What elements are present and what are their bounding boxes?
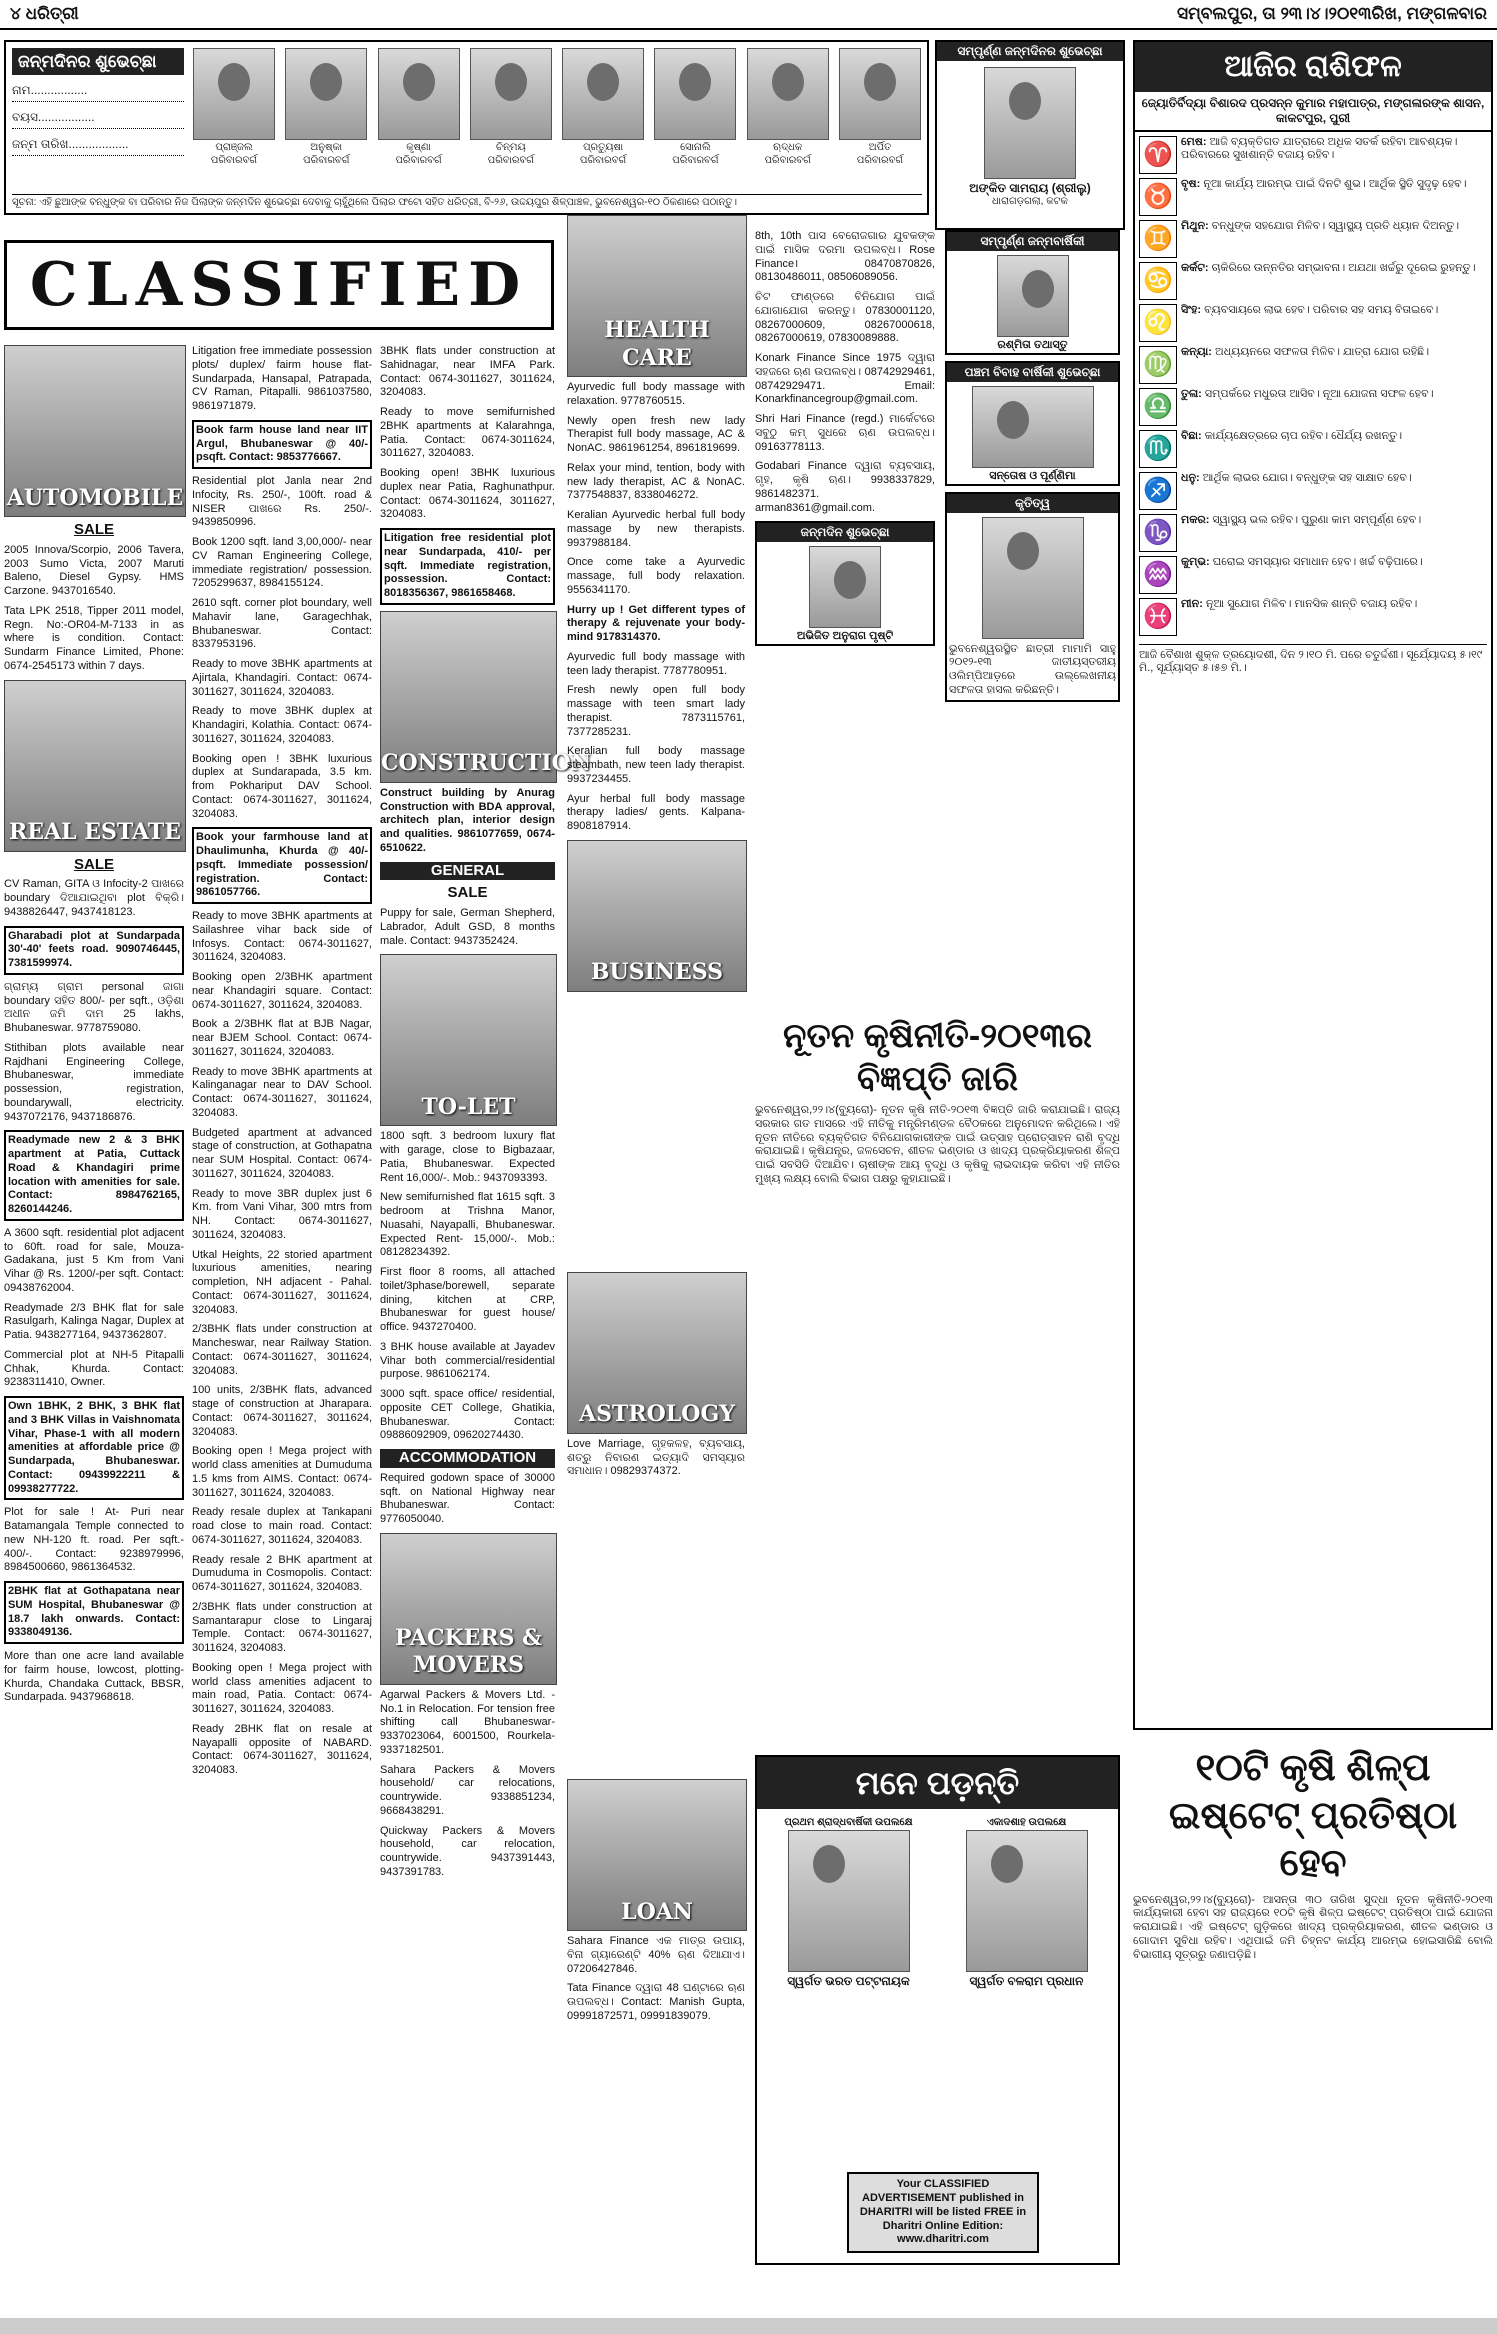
libra-icon: ♎ — [1139, 388, 1177, 426]
dateline: ସମ୍ବଲପୁର, ତା ୨୩।୪।୨୦୧୩ରିଖ, ମଙ୍ଗଳବାର — [1176, 4, 1487, 24]
sign-libra — [1139, 388, 1487, 426]
obituary-section — [755, 1755, 1120, 2265]
ad: Tata LPK 2518, Tipper 2011 model, Regn. No:-OR04-M-7133 in as where is condition. Contact: Sundarm Finance Limited, Phone: 0674-2545173 within 7 days. — [4, 604, 184, 672]
achievement-title: କୃତିତ୍ୱ — [947, 494, 1118, 513]
ad: Sahara Finance ଏକ ମାତ୍ର ଉପାୟ, ବିନା ଗ୍ୟାରେଣ୍ଟି 40% ଋଣ ଦିଆଯାଏ। 07206427846. — [567, 1935, 745, 1975]
ad: 2/3BHK flats under construction at Samantarapur close to Lingaraj Temple. Contact: 0674-3011627, 3011624, 3204083. — [192, 1600, 372, 1654]
ad: 3000 sqft. space office/ residential, opposite CET College, Ghatikia, Bhubaneswar. Contact: 09886092909, 09620274430. — [380, 1388, 555, 1442]
kid-name: ପ୍ରତ୍ୟୁଷା — [583, 142, 624, 153]
kid-photo — [378, 48, 460, 140]
ad: Construct building by Anurag Construction with BDA approval, architech plan, interior design and qualities. 9861077659, 0674-6510622. — [380, 786, 555, 854]
sign-text: କାର୍ଯ୍ୟକ୍ଷେତ୍ରରେ ଚାପ ରହିବ। ଧୈର୍ଯ୍ୟ ରଖନ୍ତୁ। — [1204, 429, 1403, 442]
news-body: ଭୁବନେଶ୍ୱର,୨୨।୪(ବ୍ୟୁରୋ)- ନୂତନ କୃଷି ନୀତି-୨୦୧୩ ବିଜ୍ଞପ୍ତି ଜାରି କରାଯାଇଛି। ରାଜ୍ୟ ସରକାର ଗତ ମାସରେ ଏହି ନୀତିକୁ ମନ୍ତ୍ରିମଣ୍ଡଳ ବୈଠକରେ ଅନୁମୋଦନ କରିଥିଲେ। ଏହି ନୂତନ ନୀତିରେ ବ୍ୟକ୍ତିଗତ ବିନିଯୋଗକାରୀଙ୍କ ପାଇଁ ଉତ୍ସାହ ପ୍ରୋତ୍ସାହନ ରାଶି ବୃଦ୍ଧି କରାଯାଇଛି। କୃଷିଯନ୍ତ୍ର, ଜଳସେଚନ, ଶୀତଳ ଭଣ୍ଡାର ଓ ଖାଦ୍ୟ ପ୍ରକ୍ରିୟାକରଣ ଶିଳ୍ପ ପାଇଁ ସବସିଡି ଦିଆଯିବ। ଚାଷୀଙ୍କ ଆୟ ବୃଦ୍ଧି ଓ କୃଷିକୁ ଲାଭଦାୟକ କରିବା ଏହି ନୀତିର ମୁଖ୍ୟ ଲକ୍ଷ୍ୟ ବୋଲି ବିଭାଗ ପକ୍ଷରୁ କୁହାଯାଇଛି। — [755, 1104, 1120, 1185]
anniversary-title: ସମ୍ପୃର୍ଣ୍ଣ ଜନ୍ମବାର୍ଷିକୀ — [947, 232, 1118, 251]
sign-name: ବୃଷ: — [1181, 177, 1201, 190]
sign-name: ମୀନ: — [1181, 597, 1203, 610]
featured-name: ଅଙ୍କିତ ସାମରାୟ (ଶ୍ରୀଲୁ) — [969, 181, 1091, 195]
anniversary-box — [945, 230, 1120, 355]
panjika-footer: ଆଜି ବୈଶାଖ ଶୁକ୍ଳ ତ୍ରୟୋଦଶୀ, ଦିନ ୨।୧୦ ମି. ପରେ ଚତୁର୍ଦ୍ଦଶୀ। ସୂର୍ଯ୍ୟୋଦୟ ୫।୧୯ ମି., ସୂର୍ଯ୍ୟାସ୍ତ ୫।୫୭ ମି.। — [1139, 644, 1487, 677]
kid-name: ଚିନ୍ମୟ — [495, 142, 526, 153]
kid-photo — [562, 48, 644, 140]
krushi-body: ଭୁବନେଶ୍ୱର,୨୨।୪(ବ୍ୟୁରୋ)- ଆସନ୍ତା ୩୦ ତାରିଖ ସୁଦ୍ଧା ନୂତନ କୃଷିନୀତି-୨୦୧୩ କାର୍ଯ୍ୟକାରୀ ହେବା ସହ ରାଜ୍ୟରେ ୧୦ଟି କୃଷି ଶିଳ୍ପ ଇଷ୍ଟେଟ୍ ପ୍ରତିଷ୍ଠା ପାଇଁ ଯୋଜନା କରାଯାଇଛି। ଏହି ଇଷ୍ଟେଟ୍ ଗୁଡ଼ିକରେ ଖାଦ୍ୟ ପ୍ରକ୍ରିୟାକରଣ, ଶୀତଳ ଭଣ୍ଡାର ଓ ଗୋଦାମ ସୁବିଧା ରହିବ। ଏଥିପାଇଁ ଜମି ଚିହ୍ନଟ କାର୍ଯ୍ୟ ଆରମ୍ଭ ହୋଇସାରିଛି ବୋଲି ବିଭାଗୀୟ ସୂତ୍ରରୁ ଜଣାପଡ଼ିଛି। — [1133, 1893, 1493, 1961]
kid-from: ପରିବାରବର୍ଗ — [580, 154, 627, 166]
sign-text: ନୂଆ କାର୍ଯ୍ୟ ଆରମ୍ଭ ପାଇଁ ଦିନଟି ଶୁଭ। ଆର୍ଥିକ ସ୍ଥିତି ସୁଦୃଢ଼ ହେବ। — [1203, 177, 1467, 190]
ad: Plot for sale ! At- Puri near Batamangala Temple connected to new NH-120 ft. road. Per sqft.- 400/-. Contact: 9238979996, 8984500660, 9861364532. — [4, 1506, 184, 1574]
kid-from: ପରିବାରବର୍ଗ — [764, 154, 811, 166]
sign-name: ଧନୁ: — [1181, 471, 1200, 484]
bday2-name: ଅଭିଜିତ ଅନୁରାଗ ପୃଷ୍ଟି — [796, 630, 894, 643]
sign-text: ଘରୋଇ ସମସ୍ୟାର ସମାଧାନ ହେବ। ଖର୍ଚ୍ଚ ବଢ଼ିପାରେ। — [1212, 555, 1423, 568]
kid-name: ସୋନାଲି — [680, 142, 711, 153]
obituary-right-photo — [966, 1830, 1088, 1972]
scorpio-icon: ♏ — [1139, 430, 1177, 468]
kid-from: ପରିବାରବର୍ଗ — [395, 154, 442, 166]
sign-name: ସିଂହ: — [1181, 303, 1202, 316]
wedding-name: ସନ୍ତୋଷ ଓ ପୂର୍ଣ୍ଣିମା — [989, 469, 1076, 482]
sign-scorpio — [1139, 430, 1487, 468]
birthday-kids — [192, 48, 922, 167]
sign-name: ବିଛା: — [1181, 429, 1202, 442]
bday2-photo — [809, 546, 881, 628]
sign-text: ଅଧ୍ୟୟନରେ ସଫଳତା ମିଳିବ। ଯାତ୍ରା ଯୋଗ ରହିଛି। — [1215, 345, 1430, 358]
column-1 — [4, 345, 184, 1711]
business-image — [567, 840, 747, 992]
sign-capricorn — [1139, 514, 1487, 552]
krushi-article — [1133, 1745, 1493, 1962]
kid-card — [838, 48, 922, 167]
classified-online-notice: Your CLASSIFIED ADVERTISEMENT published in DHARITRI will be listed FREE in Dharitri Online Edition: www.dharitri.com — [847, 2172, 1039, 2253]
form-dob: ଜନ୍ମ ତାରିଖ.................. — [12, 137, 184, 156]
ad: Ready resale 2 BHK apartment at Dumuduma in Cosmopolis. Contact: 0674-3011627, 3011624, 3204083. — [192, 1553, 372, 1593]
ad: Ready to move 3BHK apartments at Ajirtala, Khandagiri. Contact: 0674-3011627, 3011624, 3204083. — [192, 658, 372, 698]
accommodation-heading: ACCOMMODATION — [380, 1449, 555, 1468]
to-let-label: TO-LET — [421, 1093, 516, 1120]
featured-birthday-title: ସମ୍ପୃର୍ଣ୍ଣ ଜନ୍ମଦିନର ଶୁଭେଚ୍ଛା — [937, 42, 1123, 61]
news-headline: ନୂତନ କୃଷିନୀତି-୨୦୧୩ର ବିଜ୍ଞପ୍ତି ଜାରି — [783, 1017, 1092, 1098]
ad: Book 1200 sqft. land 3,00,000/- near CV Raman Engineering College, immediate registration/ possession. 7205299637, 8984155124. — [192, 536, 372, 590]
ad: New semifurnished flat 1615 sqft. 3 bedroom at Trishna Manor, Nuasahi, Nayapalli, Bhubaneswar. Expected Rent- 15,000/-. Mob.: 08128234392. — [380, 1191, 555, 1259]
column-3 — [380, 345, 591, 1886]
ad: ଗ୍ରାମ୍ୟ ଗ୍ରାମ personal ଜାଗା boundary ସହିତ 800/- per sqft., ଓଡ଼ିଶା ଅଧୀନ ଜମି ଦାମ 25 lakhs, Bhubaneswar. 9778759080. — [4, 980, 184, 1034]
cancer-icon: ♋ — [1139, 262, 1177, 300]
sign-name: କନ୍ୟା: — [1181, 345, 1212, 358]
obituary-left-label: ପ୍ରଥମ ଶ୍ରାଦ୍ଧବାର୍ଷିକୀ ଉପଲକ୍ଷେ — [784, 1817, 913, 1828]
ad: Required godown space of 30000 sqft. on National Highway near Bhubaneswar. Contact: 9776050040. — [380, 1471, 555, 1525]
kid-card — [653, 48, 737, 167]
ad: More than one acre land available for fairm house, lowcost, plotting- Khurda, Chandaka Cuttack, BBSR, Sundarpada. 9437968618. — [4, 1650, 184, 1704]
sign-taurus — [1139, 178, 1487, 216]
health-care-label: HEALTH CARE — [604, 317, 710, 371]
kid-card — [746, 48, 830, 167]
sign-text: ଚାକିରିରେ ଉନ୍ନତିର ସମ୍ଭାବନା। ଅଯଥା ଖର୍ଚ୍ଚରୁ ଦୂରେଇ ରୁହନ୍ତୁ। — [1211, 261, 1476, 274]
ad: Commercial plot at NH-5 Pitapalli Chhak, Khurda. Contact: 9238311410, Owner. — [4, 1348, 184, 1389]
birthday-strip — [4, 40, 929, 215]
wedding-title: ପଞ୍ଚମ ବିବାହ ବାର୍ଷିକୀ ଶୁଭେଚ୍ଛା — [947, 363, 1118, 382]
page-footer-bar — [0, 2318, 1497, 2334]
ad: A 3600 sqft. residential plot adjacent to 60ft. road for sale, Mouza-Gadakana, just 5 Km from Vani Vihar @ Rs. 1200/-per sqft. Contact: 09438762004. — [4, 1226, 184, 1294]
page-number: ୪ ଧରିତ୍ରୀ — [10, 4, 79, 24]
sign-aries — [1139, 136, 1487, 174]
sagittarius-icon: ♐ — [1139, 472, 1177, 510]
kid-card — [284, 48, 368, 167]
sign-aquarius — [1139, 556, 1487, 594]
column-5 — [755, 230, 1120, 702]
ad: Ayur herbal full body massage therapy ladies/ gents. Kalpana- 8908187914. — [567, 792, 745, 832]
kid-card — [561, 48, 645, 167]
sign-name: ମେଷ: — [1181, 135, 1207, 148]
birthday-note: ସୂଚନା: ଏହି ଛୁଆଙ୍କ ବନ୍ଧୁଙ୍କ ବା ପରିବାର ନିଜ ପିଲାଙ୍କ ଜନ୍ମଦିନ ଶୁଭେଚ୍ଛା ଦେବାକୁ ଚାହୁଁଥିଲେ ପିଲାର ଫଟୋ ସହିତ ଧରିତ୍ରୀ, ବି-୨୬, ଉଦ୍ଦୟପୁର ଶିଳ୍ପାଞ୍ଚଳ, ଭୁବନେଶ୍ୱର-୧୦ ଠିକଣାରେ ପଠାନ୍ତୁ। — [12, 194, 922, 210]
horoscope-title: ଆଜିର ରାଶିଫଳ — [1135, 42, 1491, 92]
form-age: ବୟସ................. — [12, 110, 184, 129]
obituary-left — [761, 1817, 936, 1989]
loan-label: LOAN — [621, 1898, 693, 1925]
ad: Love Marriage, ଗୃହକଳହ, ବ୍ୟବସାୟ, ଶତ୍ରୁ ନିବାରଣ ଇତ୍ୟାଦି ସମସ୍ୟାର ସମାଧାନ। 09829374372. — [567, 1437, 745, 1478]
ad: Keralian Ayurvedic herbal full body massage by new therapists. 9937988184. — [567, 509, 745, 549]
ad: Once come take a Ayurvedic massage, full body relaxation. 9556341170. — [567, 556, 745, 596]
ad: 2/3BHK flats under construction at Mancheswar, near Railway Station. Contact: 0674-3011627, 3011624, 3204083. — [192, 1323, 372, 1377]
ad: Konark Finance Since 1975 ଦ୍ୱାରା ସହଜରେ ଋଣ ଉପଲବ୍ଧ। 08742929461, 08742929471. Email: Konarkfinancegroup@gmail.com. — [755, 352, 935, 406]
kid-photo — [654, 48, 736, 140]
column-2 — [192, 345, 372, 1784]
ad: Ready to move semifurnished 2BHK apartments at Kalarahnga, Patia. Contact: 0674-3011624, 3011627, 3204083. — [380, 406, 555, 460]
classified-banner: CLASSIFIED — [4, 240, 554, 330]
ad: Godabari Finance ଦ୍ୱାରା ବ୍ୟବସାୟ, ଗୃହ, କୃଷି ଋଣ। 9938337829, 9861482371. arman8361@gmail.com. — [755, 460, 935, 514]
ad: Litigation free residential plot near Sundarpada, 410/- per sqft. Immediate registration, possession. Contact: 8018356367, 9861658468. — [380, 528, 555, 605]
sign-virgo — [1139, 346, 1487, 384]
kid-from: ପରିବାରବର୍ଗ — [487, 154, 534, 166]
sign-gemini — [1139, 220, 1487, 258]
ad: 100 units, 2/3BHK flats, advanced stage of construction at Jharapara. Contact: 0674-3011627, 3011624, 3204083. — [192, 1384, 372, 1438]
featured-place: ଧାରାଗଡ଼ଗଲା, କଟକ — [992, 196, 1068, 207]
pisces-icon: ♓ — [1139, 598, 1177, 636]
ad: 3BHK flats under construction at Sahidnagar, near IMFA Park. Contact: 0674-3011627, 3011624, 3204083. — [380, 345, 555, 399]
sign-text: ବନ୍ଧୁଙ୍କ ସହଯୋଗ ମିଳିବ। ସ୍ୱାସ୍ଥ୍ୟ ପ୍ରତି ଧ୍ୟାନ ଦିଅନ୍ତୁ। — [1211, 219, 1460, 232]
ad: Keralian full body massage steambath, new teen lady therapist. 9937234455. — [567, 745, 745, 785]
ad: Ready to move 3BR duplex just 6 Km. from Vani Vihar, 300 mtrs from NH. Contact: 0674-3011627, 3011624, 3204083. — [192, 1187, 372, 1241]
taurus-icon: ♉ — [1139, 178, 1177, 216]
obituary-right-name: ସ୍ୱର୍ଗତ ବଳରାମ ପ୍ରଧାନ — [969, 1973, 1084, 1988]
wedding-box — [945, 361, 1120, 486]
sign-text: ସମ୍ପର୍କରେ ମଧୁରତା ଆସିବ। ନୂଆ ଯୋଜନା ସଫଳ ହେବ। — [1204, 387, 1434, 400]
ad: Litigation free immediate possession plots/ duplex/ fairm house flat- Sundarpada, Hansapal, Patrapada, CV Raman, Pitapalli. 9861037580, 9861971879. — [192, 345, 372, 412]
birthday-title: ଜନ୍ମଦିନର ଶୁଭେଚ୍ଛା — [12, 48, 184, 75]
real-estate-label: REAL ESTATE — [8, 819, 182, 845]
news-article — [755, 1015, 1120, 1187]
ad: 2005 Innova/Scorpio, 2006 Tavera, 2003 Sumo Victa, 2007 Maruti Baleno, Diesel Gypsy. HMS Carzone. 9437016540. — [4, 543, 184, 597]
obituary-left-name: ସ୍ୱର୍ଗତ ଭରତ ପଟ୍ଟନାୟକ — [787, 1973, 910, 1988]
packers-image — [380, 1533, 557, 1685]
automobile-image — [4, 345, 186, 517]
anniversary-photo — [997, 255, 1069, 337]
krushi-headline: ୧୦ଟି କୃଷି ଶିଳ୍ପ ଇଷ୍ଟେଟ୍ ପ୍ରତିଷ୍ଠା ହେବ — [1168, 1747, 1458, 1884]
astrology-label: ASTROLOGY — [579, 1401, 735, 1428]
ad: Gharabadi plot at Sundarpada 30'-40' feets road. 9090746445, 7381599974. — [4, 926, 184, 975]
ad: Readymade new 2 & 3 BHK apartment at Patia, Cuttack Road & Khandagiri prime location with amenities for sale. Contact: 8984762165, 8260144246. — [4, 1130, 184, 1221]
achievement-text: ଭୁବନେଶ୍ୱରସ୍ଥିତ ଛାତ୍ରୀ ମାମାମି ସାହୁ ୨୦୧୨-୧୩ ଜାତୀୟସ୍ତରୀୟ ଓଲିମ୍ପିଆଡ଼ରେ ଉଲ୍ଲେଖନୀୟ ସଫଳତା ହାସଲ କରିଛନ୍ତି। — [949, 642, 1116, 696]
kid-card — [469, 48, 553, 167]
real-estate-image — [4, 680, 186, 852]
ad: Ready 2BHK flat on resale at Nayapalli opposite of NABARD. Contact: 0674-3011627, 3011624, 3204083. — [192, 1722, 372, 1776]
sign-text: ସ୍ୱାସ୍ଥ୍ୟ ଭଲ ରହିବ। ପୁରୁଣା କାମ ସମ୍ପୂର୍ଣ୍ଣ ହେବ। — [1212, 513, 1422, 526]
sign-name: ମକର: — [1181, 513, 1210, 526]
kid-from: ପରିବାରବର୍ଗ — [672, 154, 719, 166]
sign-text: ଆର୍ଥିକ ଲାଭର ଯୋଗ। ବନ୍ଧୁଙ୍କ ସହ ସାକ୍ଷାତ ହେବ। — [1202, 471, 1412, 484]
anniversary-name: ରଶ୍ମିତା ତଥାସ୍ତୁ — [997, 339, 1068, 351]
kid-photo — [747, 48, 829, 140]
sale-heading: SALE — [73, 521, 114, 538]
ad: Booking open ! Mega project with world class amenities adjacent to main road, Patia. Contact: 0674-3011627, 3011624, 3204083. — [192, 1661, 372, 1715]
kid-name: କୃଷ୍ଣା — [406, 142, 431, 153]
birthday-form — [12, 48, 184, 156]
ad: ଚିଟ ଫାଣ୍ଡରେ ବିନିଯୋଗ ପାଇଁ ଯୋଗାଯୋଗ କରନ୍ତୁ। 07830001120, 08267000609, 08267000618, 08267000619, 07830089888. — [755, 291, 935, 345]
ad: Utkal Heights, 22 storied apartment luxurious amenities, nearing completion, NH adjacent - Pahal. Contact: 0674-3011627, 3011624, 3204083. — [192, 1248, 372, 1316]
sign-text: ନୂଆ ସୁଯୋଗ ମିଳିବ। ମାନସିକ ଶାନ୍ତି ବଜାୟ ରହିବ। — [1205, 597, 1418, 610]
obituary-right-label: ଏକାଦଶାହ ଉପଲକ୍ଷେ — [986, 1817, 1067, 1828]
sale-heading: SALE — [447, 884, 488, 902]
ad: Shri Hari Finance (regd.) ମାର୍କେଟରେ ସବୁଠୁ କମ୍ ସୁଧରେ ଋଣ ଉପଲବ୍ଧ। 09163778113. — [755, 413, 935, 453]
ad: Sahara Packers & Movers household/ car relocations, countrywide. 9338851234, 9668438291. — [380, 1763, 555, 1817]
construction-label: CONSTRUCTION — [381, 750, 591, 777]
ad: Ready to move 3BHK apartments at Kalinganagar near to DAV School. Contact: 0674-3011627, 3011624, 3204083. — [192, 1065, 372, 1119]
ad: Relax your mind, tention, body with new lady therapist, AC & NonAC. 7377548837, 8338046272. — [567, 461, 745, 502]
ad: Ayurvedic full body massage with relaxation. 9778760515. — [567, 381, 745, 407]
form-name: ନାମ................. — [12, 83, 184, 102]
automobile-label: AUTOMOBILE — [6, 484, 184, 511]
column-5b — [945, 230, 1120, 702]
obituary-right — [939, 1817, 1114, 1989]
kid-photo — [839, 48, 921, 140]
ad: Ready resale duplex at Tankapani road close to main road. Contact: 0674-3011627, 3011624, 3204083. — [192, 1506, 372, 1546]
gemini-icon: ♊ — [1139, 220, 1177, 258]
ad: Residential plot Janla near 2nd Infocity, Rs. 250/-, 100ft. road & NISER ପାଖରେ Rs. 250/-. 9439850996. — [192, 475, 372, 529]
ad: Hurry up ! Get different types of therapy & rejuvenate your body-mind 9178314370. — [567, 603, 745, 643]
virgo-icon: ♍ — [1139, 346, 1177, 384]
ad: Booking open 2/3BHK apartment near Khandagiri square. Contact: 0674-3011627, 3011624, 3204083. — [192, 971, 372, 1011]
ad: Booking open ! 3BHK luxurious duplex at Sundarapada, 3.5 km. from Pokhariput DAV School. Contact: 0674-3011627, 3011624, 3204083. — [192, 752, 372, 820]
ad: Fresh newly open full body massage with teen smart lady therapist. 7873115761, 7377285231. — [567, 684, 745, 738]
capricorn-icon: ♑ — [1139, 514, 1177, 552]
loan-image — [567, 1779, 747, 1931]
column-4 — [567, 215, 745, 2030]
ad: Stithiban plots available near Rajdhani Engineering College, Bhubaneswar, immediate possession, registration, boundarywall, electricity. 9437072176, 9437186876. — [4, 1041, 184, 1123]
health-care-image — [567, 215, 747, 377]
construction-image — [380, 611, 591, 783]
to-let-image — [380, 954, 557, 1126]
horoscope-section — [1133, 40, 1493, 1730]
astrology-image — [567, 1272, 747, 1434]
sign-name: କୁମ୍ଭ: — [1181, 555, 1210, 568]
ad: Booking open! 3BHK luxurious duplex near Patia, Raghunathpur. Contact: 0674-3011624, 3011627, 3204083. — [380, 467, 555, 521]
sign-name: ମିଥୁନ: — [1181, 219, 1209, 232]
sign-name: କର୍କଟ: — [1181, 261, 1209, 274]
ad: 3 BHK house available at Jayadev Vihar both commercial/residential purpose. 9861062174. — [380, 1340, 555, 1381]
column-5a — [755, 230, 935, 646]
ad: Newly open fresh new lady Therapist full body massage, AC & NonAC. 9861961254, 8961819699. — [567, 414, 745, 454]
featured-birthday — [935, 40, 1125, 230]
kid-card — [377, 48, 461, 167]
ad: Ready to move 3BHK apartments at Sailashree vihar back side of Infosys. Contact: 0674-3011627, 3011624, 3204083. — [192, 910, 372, 964]
ad: 2BHK flat at Gothapatana near SUM Hospital, Bhubaneswar @ 18.7 lakh onwards. Contact: 9338049136. — [4, 1581, 184, 1644]
ad: Own 1BHK, 2 BHK, 3 BHK flat and 3 BHK Villas in Vaishnomata Vihar, Phase-1 with all modern amenities at affordable price @ Sundarpada, Bhubaneswar. Contact: 09439922211 & 09938277722. — [4, 1396, 184, 1500]
sale-heading: SALE — [73, 855, 114, 873]
sign-leo — [1139, 304, 1487, 342]
aries-icon: ♈ — [1139, 136, 1177, 174]
ad: Readymade 2/3 BHK flat for sale Rasulgarh, Kalinga Nagar, Duplex at Patia. 9438277164, 9437362807. — [4, 1301, 184, 1341]
achievement-photo — [982, 517, 1084, 639]
kid-name: ଅନୁଷ୍କା — [310, 142, 343, 153]
general-heading: GENERAL — [380, 862, 555, 881]
kid-photo — [193, 48, 275, 140]
sign-pisces — [1139, 598, 1487, 636]
ad: Puppy for sale, German Shepherd, Labrador, Adult GSD, 8 months male. Contact: 9437352424. — [380, 907, 555, 947]
business-label: BUSINESS — [590, 959, 724, 986]
ad: Ayurvedic full body massage with teen lady therapist. 7787780951. — [567, 650, 745, 677]
sign-name: ତୁଳା: — [1181, 387, 1202, 400]
kid-card — [192, 48, 276, 167]
ad: Book a 2/3BHK flat at BJB Nagar, near BJEM School. Contact: 0674-3011627, 3011624, 3204083. — [192, 1018, 372, 1058]
ad: Ready to move 3BHK duplex at Khandagiri, Kolathia. Contact: 0674-3011627, 3011624, 3204083. — [192, 705, 372, 745]
page-header — [0, 0, 1497, 30]
ad: 1800 sqft. 3 bedroom luxury flat with garage, close to Bigbazaar, Patia, Bhubaneswar. Expected Rent 16,000/-. Mob.: 9437093393. — [380, 1130, 555, 1184]
kid-photo — [285, 48, 367, 140]
birthday-box — [755, 521, 935, 646]
ad: Book farm house land near IIT Argul, Bhubaneswar @ 40/- psqft. Contact: 9853776667. — [192, 420, 372, 469]
achievement-box — [945, 492, 1120, 702]
kid-photo — [470, 48, 552, 140]
leo-icon: ♌ — [1139, 304, 1177, 342]
aquarius-icon: ♒ — [1139, 556, 1177, 594]
obituary-left-photo — [788, 1830, 910, 1972]
sign-sagittarius — [1139, 472, 1487, 510]
obituary-title: ମନେ ପଡ଼ନ୍ତି — [757, 1757, 1118, 1809]
kid-name: ଅର୍ପିତ — [868, 142, 892, 153]
ad: Book your farmhouse land at Dhaulimunha, Khurda @ 40/- psqft. Immediate possession/ registration. Contact: 9861057766. — [192, 827, 372, 904]
ad: Agarwal Packers & Movers Ltd. - No.1 in Relocation. For tension free shifting call Bhubaneswar- 9337023064, 6001500, Rourkela- 9337182501. — [380, 1688, 555, 1756]
featured-photo — [984, 67, 1076, 179]
kid-name: ଋଦ୍ଧକ — [773, 142, 803, 153]
ad: Tata Finance ଦ୍ୱାରା 48 ଘଣ୍ଟାରେ ଋଣ ଉପଲବ୍ଧ। Contact: Manish Gupta, 09991872571, 09991839079. — [567, 1982, 745, 2022]
sign-cancer — [1139, 262, 1487, 300]
wedding-photo — [972, 386, 1094, 468]
ad: First floor 8 rooms, all attached toilet/3phase/borewell, separate dining, kitchen at CRP, Bhubaneswar for guest house/ office. 9437270400. — [380, 1266, 555, 1333]
ad: Booking open ! Mega project with world class amenities at Dumuduma 1.5 kms from AIMS. Contact: 0674-3011627, 3011624, 3204083. — [192, 1445, 372, 1499]
ad: CV Raman, GITA ଓ Infocity-2 ପାଖରେ boundary ଦିଆଯାଇଥିବା plot ବିକ୍ରି। 9438826447, 9437418123. — [4, 878, 184, 918]
ad: 2610 sqft. corner plot boundary, well Mahavir lane, Garagechhak, Bhubaneswar. Contact: 8337953196. — [192, 597, 372, 651]
kid-from: ପରିବାରବର୍ଗ — [210, 154, 258, 166]
ad: Quickway Packers & Movers household, car relocation, countrywide. 9437391443, 9437391783. — [380, 1824, 555, 1878]
ad: 8th, 10th ପାସ ବେରୋଜଗାର ଯୁବକଙ୍କ ପାଇଁ ମାସିକ ଦରମା ଉପଲବ୍ଧ। Rose Finance। 08470870826, 08130486011, 08506089056. — [755, 230, 935, 284]
bday2-title: ଜନ୍ମଦିନ ଶୁଭେଚ୍ଛା — [757, 523, 933, 542]
kid-from: ପରିବାରବର୍ଗ — [856, 154, 904, 166]
sign-text: ଆଜି ବ୍ୟକ୍ତିଗତ ଯାତ୍ରାରେ ଅଧିକ ସତର୍କ ରହିବା ଆବଶ୍ୟକ। ପରିବାରରେ ସୁଖଶାନ୍ତି ବଜାୟ ରହିବ। — [1181, 135, 1458, 162]
horoscope-subtitle: ଜ୍ୟୋତିର୍ବିଦ୍ୟା ବିଶାରଦ ପ୍ରସନ୍ନ କୁମାର ମହାପାତ୍ର, ମଙ୍ଗଳାରଙ୍କ ଶାସନ, କାକଟପୁର, ପୁରୀ — [1135, 92, 1491, 132]
ad: Budgeted apartment at advanced stage of construction, at Gothapatna near SUM Hospital. Contact: 0674-3011627, 3011624, 3204083. — [192, 1126, 372, 1180]
kid-name: ପ୍ରାଞ୍ଜଲ — [215, 142, 253, 153]
sign-text: ବ୍ୟବସାୟରେ ଲାଭ ହେବ। ପରିବାର ସହ ସମୟ ବିତାଇବେ। — [1204, 303, 1439, 316]
kid-from: ପରିବାରବର୍ଗ — [303, 154, 350, 166]
packers-label: PACKERS & MOVERS — [394, 1624, 543, 1679]
